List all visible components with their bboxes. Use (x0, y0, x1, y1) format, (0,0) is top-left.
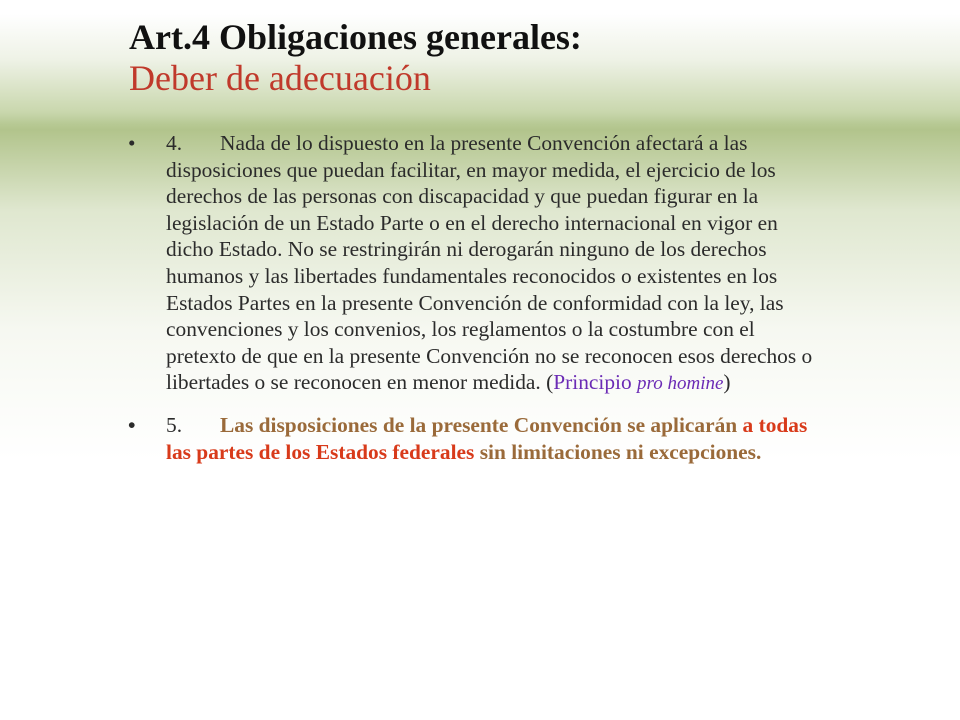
item-text-part1: Las disposiciones de la presente Convención se aplicarán (220, 412, 743, 437)
bullet-icon: • (128, 131, 136, 155)
note-open: ( (540, 370, 554, 395)
title-subtitle: Deber de adecuación (129, 58, 431, 98)
principle-italic: pro homine (637, 373, 724, 395)
item-text-highlight: a todas las partes de los Estados federales (166, 412, 808, 464)
item-number: 4. (166, 131, 183, 155)
item-text: Nada de lo dispuesto en la presente Convención afectará a las disposiciones que puedan facilitar, en mayor medida, el ejercicio de los derechos de las personas con discapacidad y que puedan figurar en la legislación de un Estado Parte o en el derecho internacional en vigor en dicho Estado. No se restringirán ni derogarán ninguno de los derechos humanos y las libertades fundamentales reconocidos o existentes en los Estados Partes en la presente Convención de conformidad con la ley, las convenciones y los convenios, los reglamentos o la costumbre con el pretexto de que en la presente Convención no se reconocen esos derechos o libertades o se reconocen en menor medida. (166, 131, 813, 395)
title-main: Art.4 Obligaciones generales: (129, 17, 582, 57)
principle-label: Principio (553, 370, 638, 395)
list-item-4 (128, 130, 828, 398)
content-list (128, 130, 828, 479)
note-close: ) (723, 370, 731, 395)
item-number: 5. (166, 412, 183, 437)
list-item-5 (128, 412, 828, 465)
bullet-icon: • (128, 412, 136, 437)
item-text-part2: sin limitaciones ni excepciones. (474, 439, 762, 464)
slide-title (129, 16, 929, 98)
